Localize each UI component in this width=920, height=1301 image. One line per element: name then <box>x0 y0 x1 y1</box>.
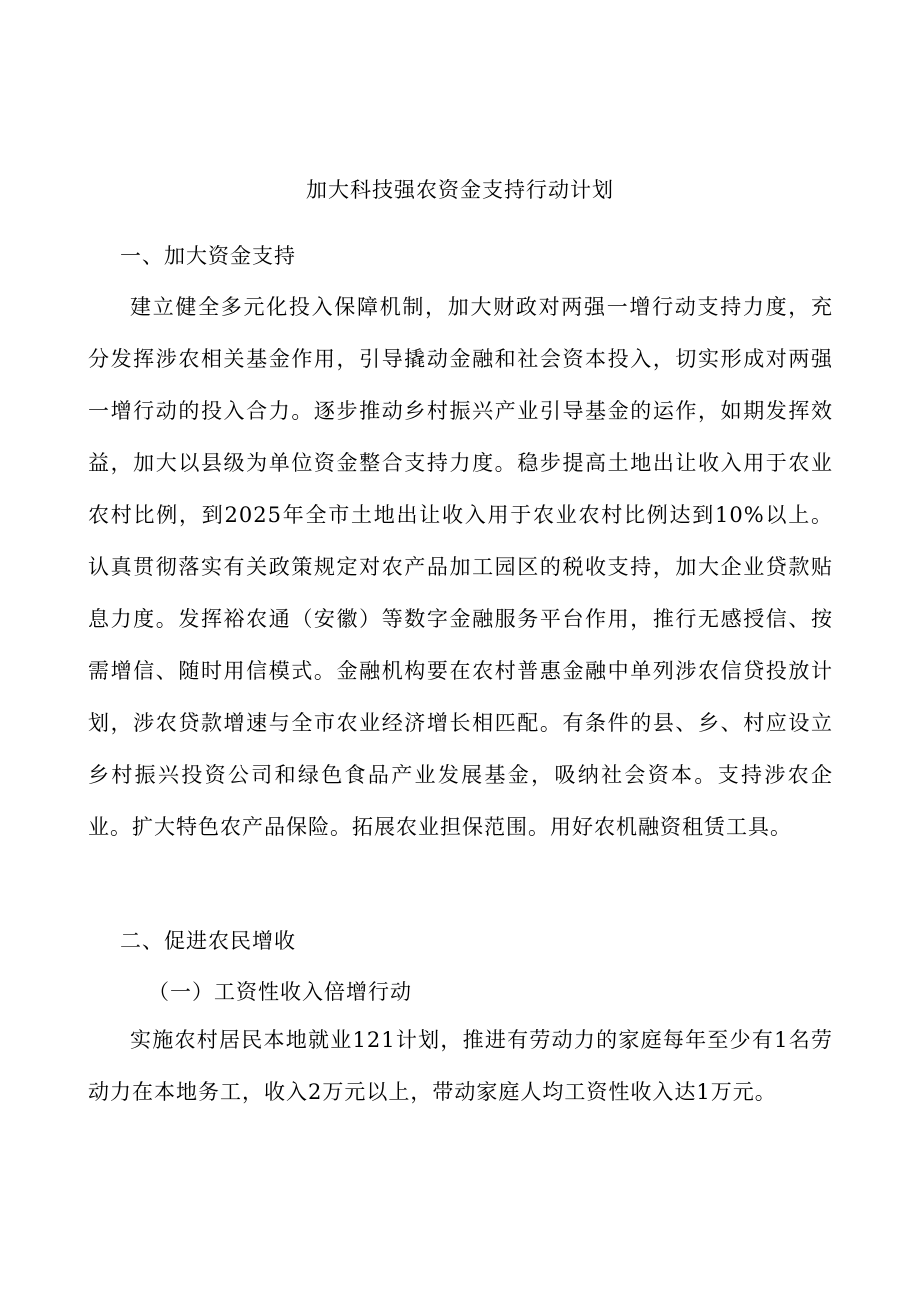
section-paragraph-funding: 建立健全多元化投入保障机制，加大财政对两强一增行动支持力度，充分发挥涉农相关基金作用，引导撬动金融和社会资本投入，切实形成对两强一增行动的投入合力。逐步推动乡村振兴产业引导基金的运作，如期发挥效益，加大以县级为单位资金整合支持力度。稳步提高土地出让收入用于农业农村比例，到2025年全市土地出让收入用于农业农村比例达到10%以上。认真贯彻落实有关政策规定对农产品加工园区的税收支持，加大企业贷款贴息力度。发挥裕农通（安徽）等数字金融服务平台作用，推行无感授信、按需增信、随时用信模式。金融机构要在农村普惠金融中单列涉农信贷投放计划，涉农贷款增速与全市农业经济增长相匹配。有条件的县、乡、村应设立乡村振兴投资公司和绿色食品产业发展基金，吸纳社会资本。支持涉农企业。扩大特色农产品保险。拓展农业担保范围。用好农机融资租赁工具。 <box>88 295 833 839</box>
section-heading-funding: 一、加大资金支持 <box>120 244 296 268</box>
section-paragraph-wage: 实施农村居民本地就业121计划，推进有劳动力的家庭每年至少有1名劳动力在本地务工，收入2万元以上，带动家庭人均工资性收入达1万元。 <box>88 1028 833 1104</box>
subsection-heading-wage: （一）工资性收入倍增行动 <box>148 980 412 1004</box>
section-heading-income: 二、促进农民增收 <box>120 929 296 953</box>
document-title: 加大科技强农资金支持行动计划 <box>306 178 614 202</box>
